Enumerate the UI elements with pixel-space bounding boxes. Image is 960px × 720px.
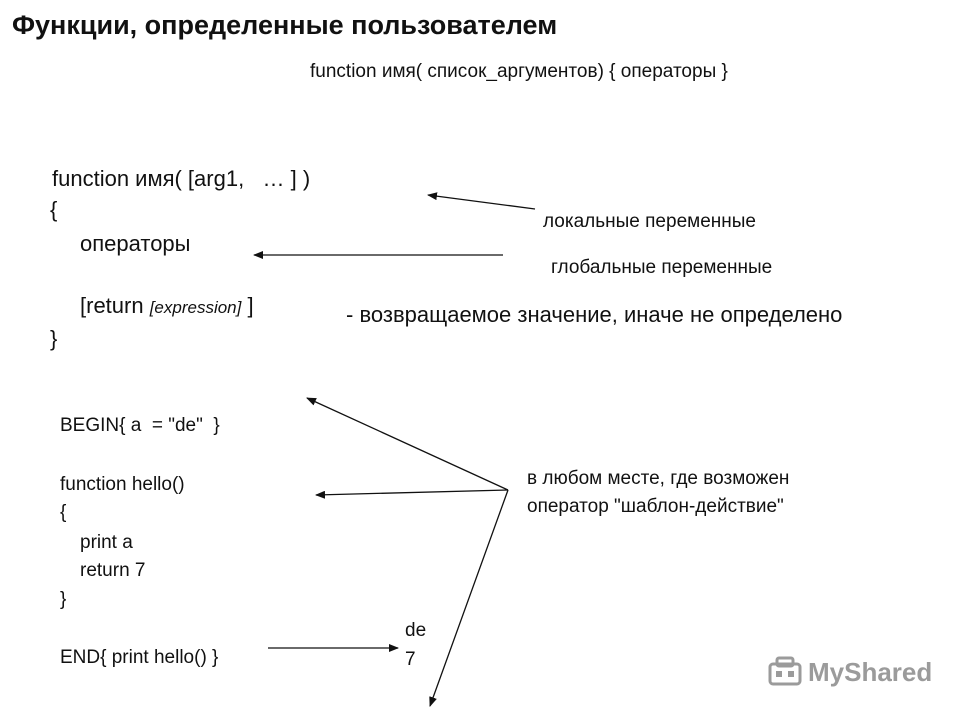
example-return-line: return 7: [80, 560, 146, 581]
example-end-line: END{ print hello() }: [60, 647, 219, 668]
example-print-line: print a: [80, 532, 133, 553]
watermark-text: MyShared: [808, 656, 933, 687]
arrow-to-begin: [307, 398, 508, 490]
syntax-close-brace: }: [50, 326, 58, 351]
example-close-brace: }: [60, 589, 67, 610]
example-function-header: function hello(): [60, 474, 185, 495]
function-signature: function имя( список_аргументов) { операторы }: [310, 61, 728, 82]
arrow-to-function: [316, 490, 508, 495]
example-begin: BEGIN{ a = "de" }: [60, 415, 220, 436]
syntax-open-brace: {: [50, 197, 58, 222]
syntax-return-close: ]: [241, 293, 254, 318]
syntax-return-expression: [expression]: [149, 298, 242, 317]
note-anywhere-line2: оператор "шаблон-действие": [527, 496, 784, 517]
note-local-variables: локальные переменные: [543, 211, 756, 232]
note-anywhere-line1: в любом месте, где возможен: [527, 468, 790, 489]
output-line-2: 7: [405, 649, 416, 670]
syntax-line-header: function имя( [arg1, … ] ): [52, 166, 311, 191]
note-return-value: - возвращаемое значение, иначе не определено: [346, 302, 843, 327]
arrow-local-variables: [428, 195, 535, 209]
watermark: [768, 656, 932, 688]
page-title: Функции, определенные пользователем: [12, 10, 558, 40]
arrow-to-end: [430, 490, 508, 706]
syntax-return-open: [return: [80, 293, 150, 318]
output-line-1: de: [405, 620, 427, 641]
example-open-brace: {: [60, 502, 67, 523]
note-global-variables: глобальные переменные: [551, 257, 773, 278]
myshared-logo-icon: [768, 656, 802, 688]
syntax-body: операторы: [80, 231, 191, 256]
